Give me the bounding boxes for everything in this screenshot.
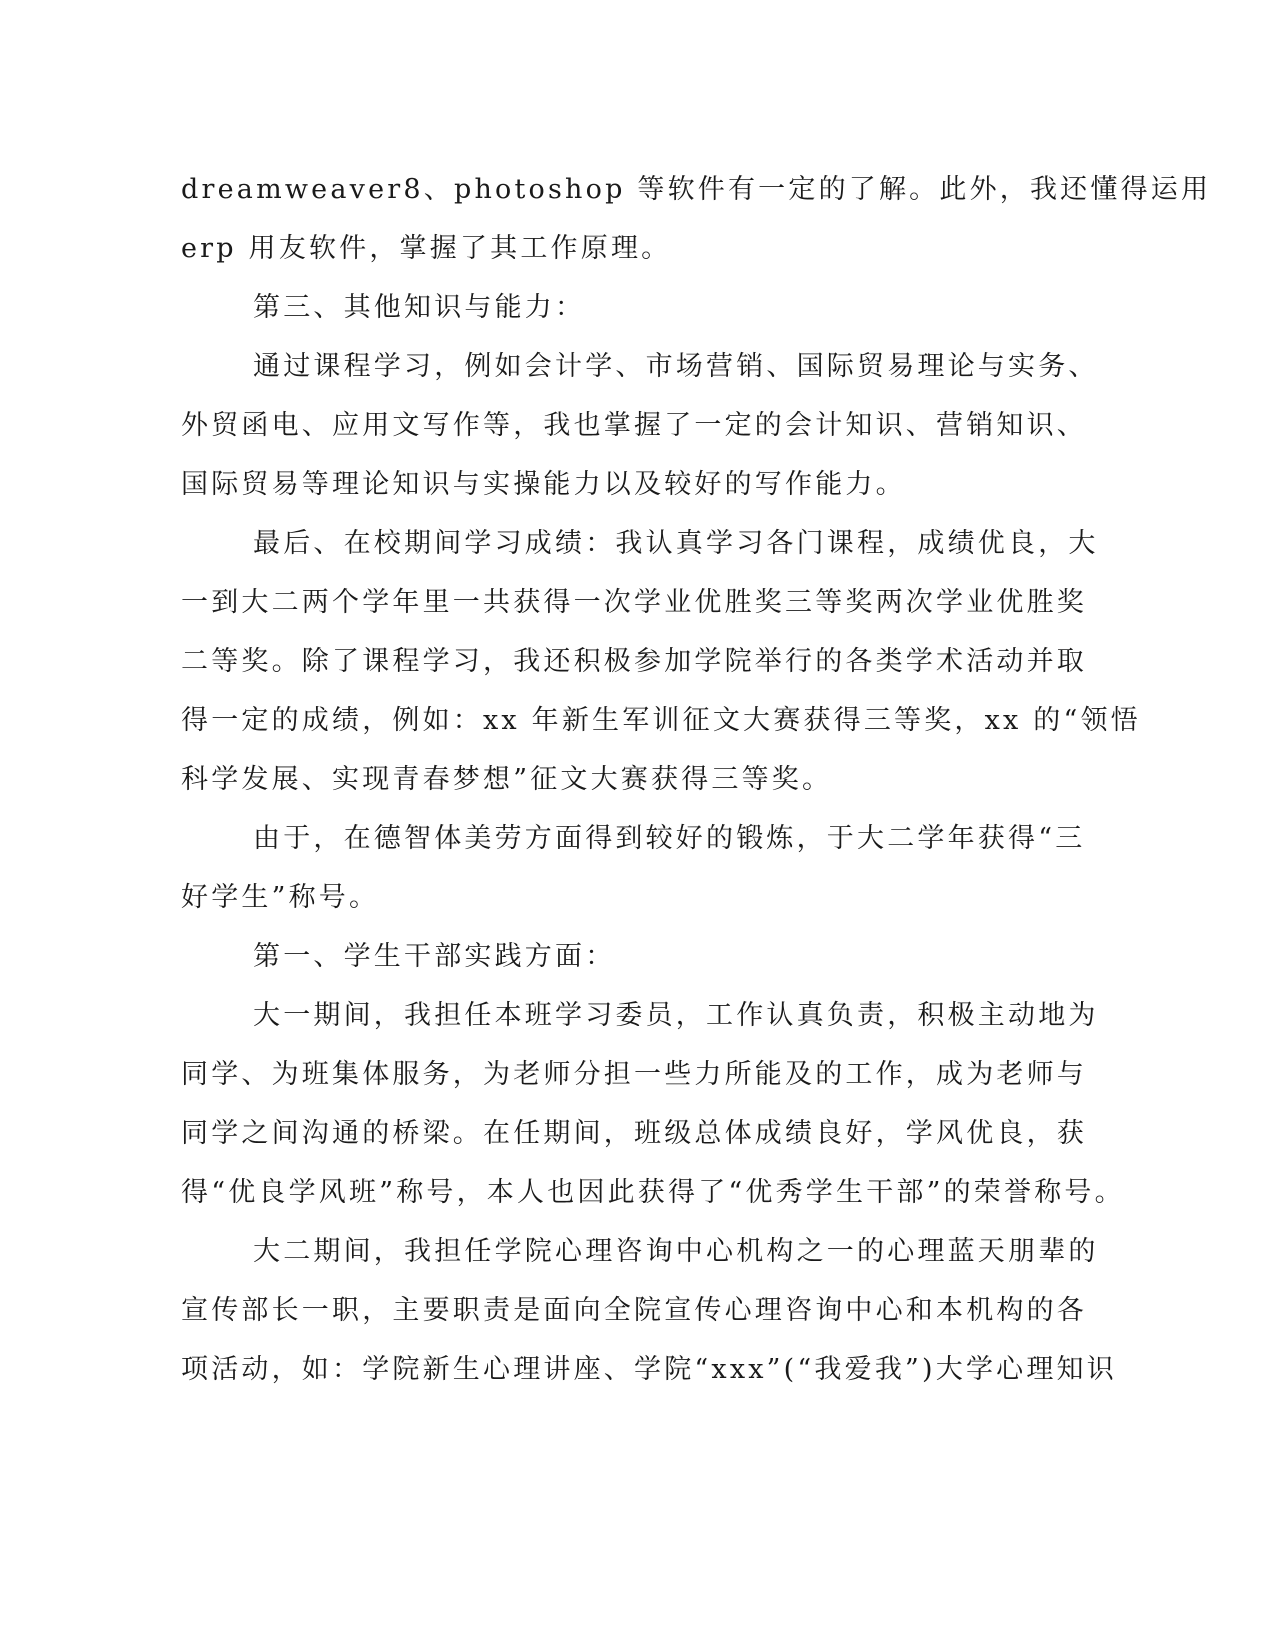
text-line: 得“优良学风班”称号，本人也因此获得了“优秀学生干部”的荣誉称号。 [181, 1177, 1125, 1208]
text-line: 同学、为班集体服务，为老师分担一些力所能及的工作，成为老师与 [181, 1059, 1087, 1090]
text-line: 项活动，如：学院新生心理讲座、学院“xxx”(“我爱我”)大学心理知识 [181, 1354, 1117, 1385]
text-line: 大一期间，我担任本班学习委员，工作认真负责，积极主动地为 [253, 1000, 1099, 1031]
text-line: 科学发展、实现青春梦想”征文大赛获得三等奖。 [181, 764, 833, 795]
text-line: 大二期间，我担任学院心理咨询中心机构之一的心理蓝天朋辈的 [253, 1236, 1099, 1267]
text-line: 好学生”称号。 [181, 882, 380, 913]
section-heading: 第一、学生干部实践方面： [253, 941, 616, 972]
section-heading: 第三、其他知识与能力： [253, 292, 586, 323]
text-line: 同学之间沟通的桥梁。在任期间，班级总体成绩良好，学风优良，获 [181, 1118, 1087, 1149]
text-line: erp 用友软件，掌握了其工作原理。 [181, 233, 672, 264]
text-line: 由于，在德智体美劳方面得到较好的锻炼，于大二学年获得“三 [253, 823, 1086, 854]
text-line: 国际贸易等理论知识与实操能力以及较好的写作能力。 [181, 469, 906, 500]
text-line: 得一定的成绩，例如：xx 年新生军训征文大赛获得三等奖，xx 的“领悟 [181, 705, 1141, 736]
document-body [181, 160, 1212, 1399]
text-line: 一到大二两个学年里一共获得一次学业优胜奖三等奖两次学业优胜奖 [181, 587, 1087, 618]
text-line: 最后、在校期间学习成绩：我认真学习各门课程，成绩优良，大 [253, 528, 1099, 559]
text-line: 宣传部长一职，主要职责是面向全院宣传心理咨询中心和本机构的各 [181, 1295, 1087, 1326]
text-line: 二等奖。除了课程学习，我还积极参加学院举行的各类学术活动并取 [181, 646, 1087, 677]
text-line: 通过课程学习，例如会计学、市场营销、国际贸易理论与实务、 [253, 351, 1099, 382]
text-line: dreamweaver8、photoshop 等软件有一定的了解。此外，我还懂得运用 [181, 174, 1212, 205]
text-line: 外贸函电、应用文写作等，我也掌握了一定的会计知识、营销知识、 [181, 410, 1087, 441]
